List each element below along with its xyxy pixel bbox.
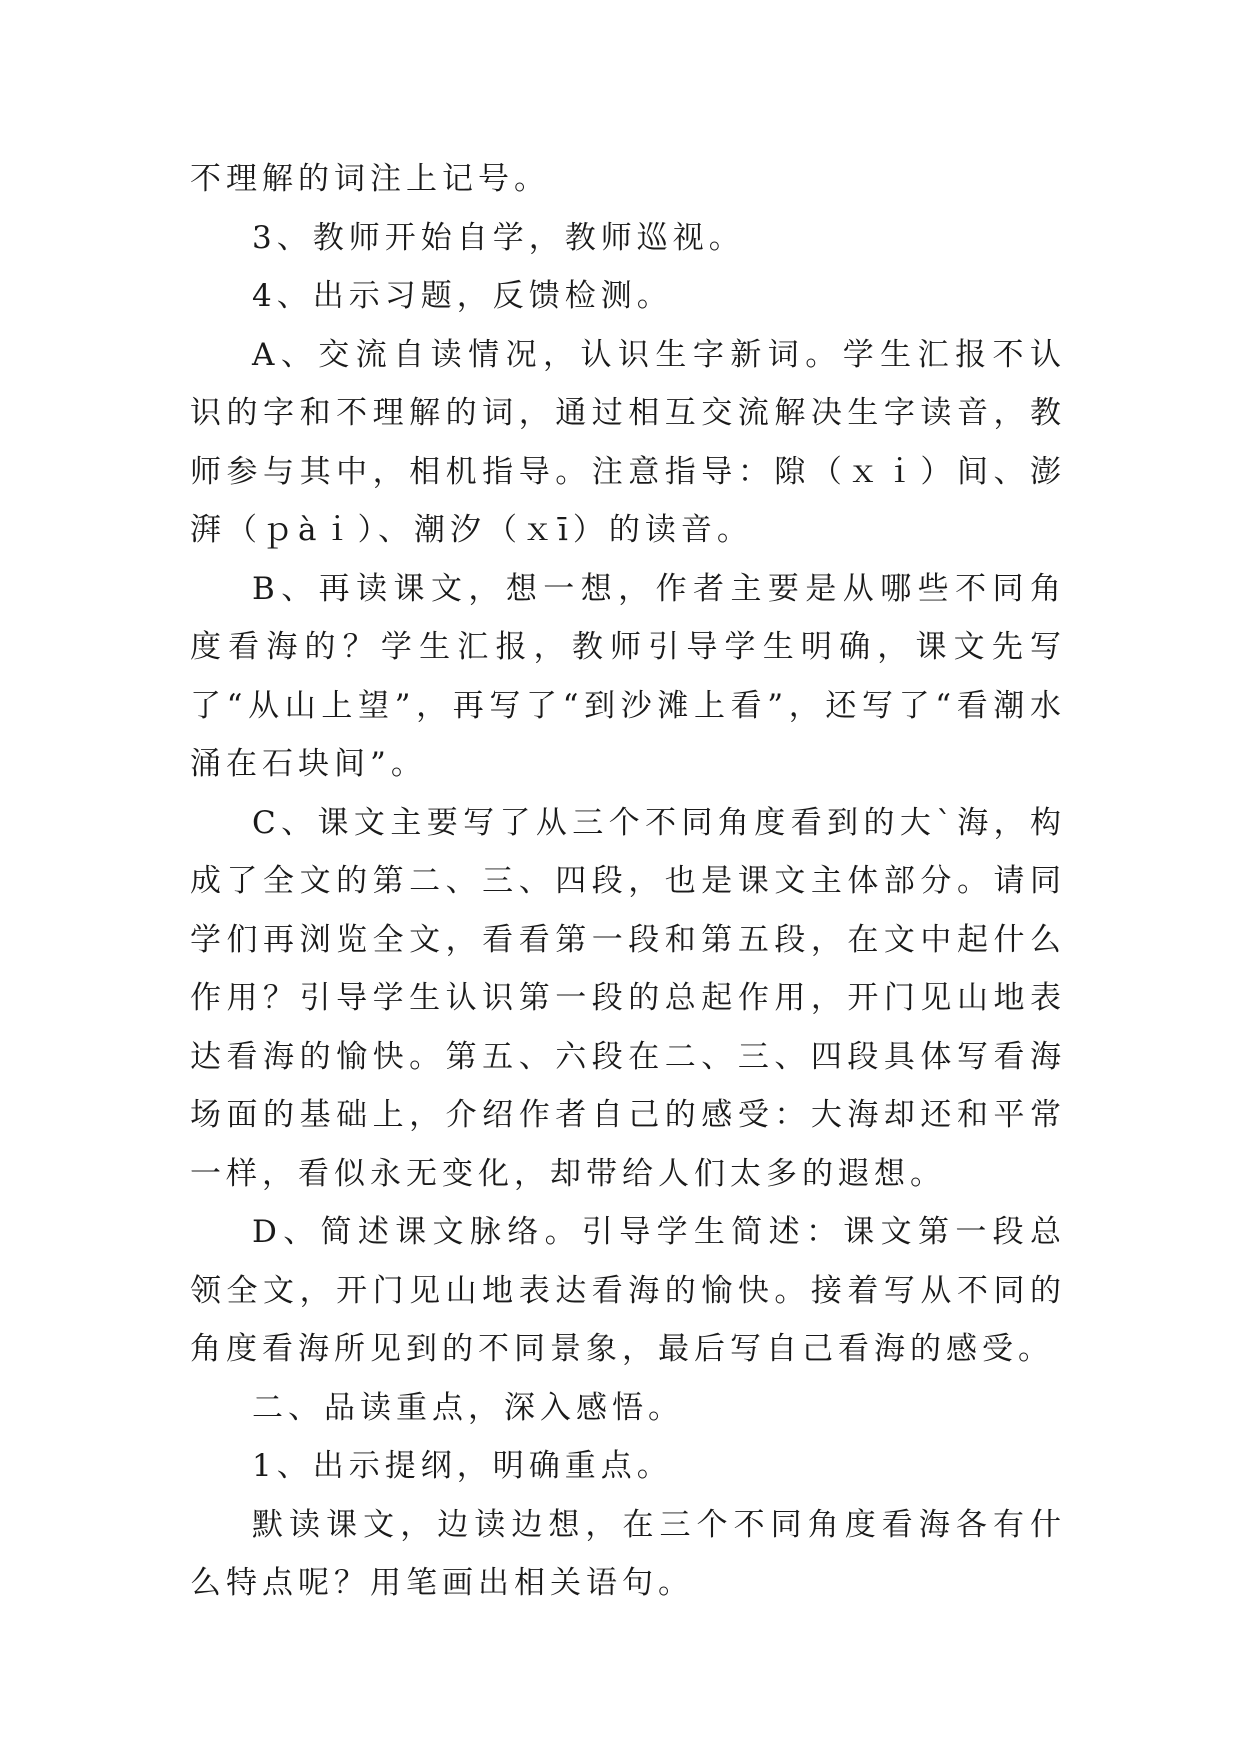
paragraph-item-d: D、简述课文脉络。引导学生简述：课文第一段总领全文，开门见山地表达看海的愉快。接着写从不同的角度看海所见到的不同景象，最后写自己看海的感受。 [190, 1214, 1066, 1367]
paragraph-item-a: A、交流自读情况，认识生字新词。学生汇报不认识的字和不理解的词，通过相互交流解决生字读音，教师参与其中，相机指导。注意指导：隙（ｘｉ）间、澎湃（ｐàｉ）、潮汐（ｘī）的读音。 [190, 336, 1066, 548]
paragraph-continuation: 不理解的词注上记号。 [190, 161, 550, 197]
document-body [190, 150, 1066, 1613]
paragraph-step-1: 1、出示提纲，明确重点。 [252, 1448, 673, 1484]
paragraph-step-4: 4、出示习题，反馈检测。 [252, 278, 673, 314]
section-heading-2: 二、品读重点，深入感悟。 [252, 1389, 684, 1426]
paragraph-item-b: B、再读课文，想一想，作者主要是从哪些不同角度看海的？学生汇报，教师引导学生明确，课文先写了“从山上望”，再写了“到沙滩上看”，还写了“看潮水涌在石块间”。 [190, 570, 1066, 782]
paragraph-item-c: C、课文主要写了从三个不同角度看到的大`海，构成了全文的第二、三、四段，也是课文主体部分。请同学们再浏览全文，看看第一段和第五段，在文中起什么作用？引导学生认识第一段的总起作用，开门见山地表达看海的愉快。第五、六段在二、三、四段具体写看海场面的基础上，介绍作者自己的感受：大海却还和平常一样，看似永无变化，却带给人们太多的遐想。 [190, 804, 1066, 1192]
paragraph-step-3: 3、教师开始自学，教师巡视。 [252, 219, 745, 256]
paragraph-silent-reading: 默读课文，边读边想，在三个不同角度看海各有什么特点呢？用笔画出相关语句。 [190, 1506, 1066, 1601]
